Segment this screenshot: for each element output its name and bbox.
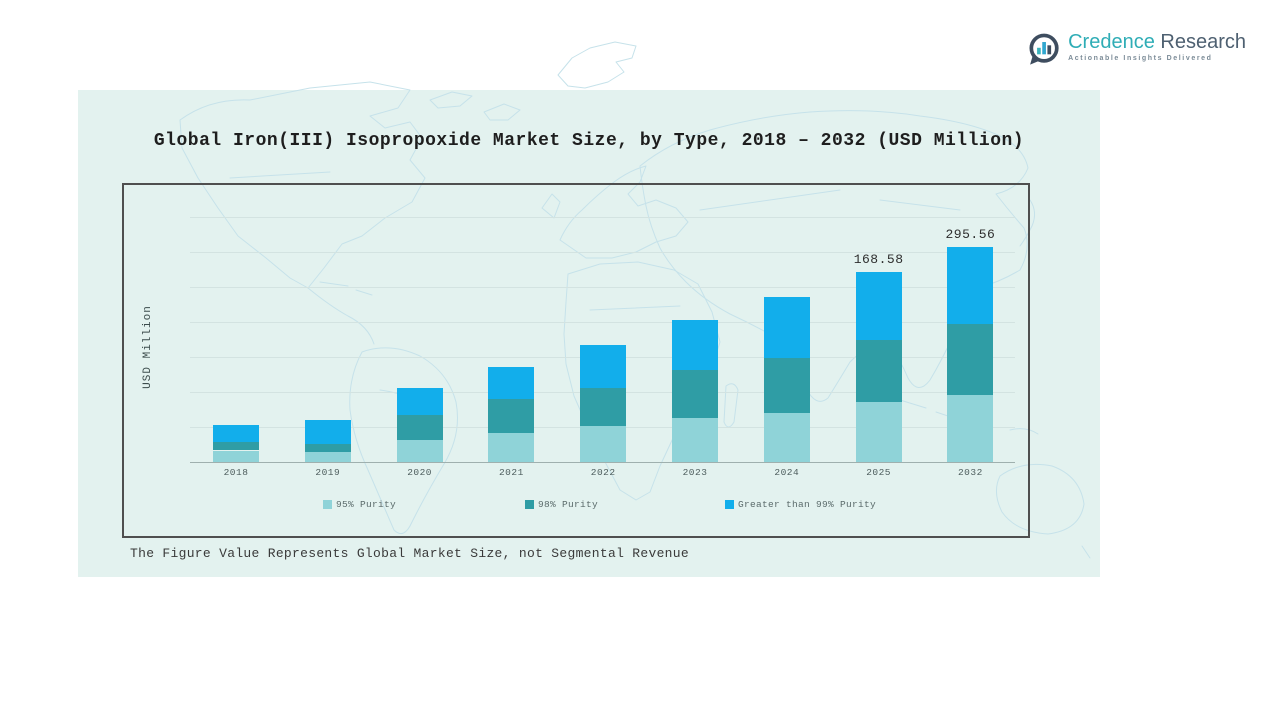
bar-segment-2023 — [672, 370, 718, 418]
x-tick-label: 2019 — [315, 467, 341, 478]
legend-item — [323, 499, 396, 510]
legend-label: Greater than 99% Purity — [738, 499, 877, 510]
bar-segment-2025 — [856, 340, 902, 402]
bar-segment-2024 — [764, 297, 810, 358]
x-tick-label: 2024 — [774, 467, 800, 478]
legend-swatch — [525, 500, 534, 509]
bar-segment-2023 — [672, 320, 718, 370]
credence-research-logo — [1026, 26, 1246, 74]
data-label: 168.58 — [853, 251, 904, 267]
bar-segment-2020 — [397, 388, 443, 415]
bar-segment-2018 — [213, 442, 259, 450]
bar-segment-2018 — [213, 451, 259, 462]
legend-label: 98% Purity — [538, 499, 599, 510]
bar-segment-2024 — [764, 413, 810, 462]
legend-item — [525, 499, 598, 510]
legend-swatch — [725, 500, 734, 509]
bar-segment-2021 — [488, 433, 534, 462]
logo-tagline: Actionable Insights Delivered — [1068, 55, 1213, 62]
legend-swatch — [323, 500, 332, 509]
bar-segment-2020 — [397, 440, 443, 462]
data-label: 295.56 — [945, 227, 996, 243]
bar-segment-2032 — [947, 395, 993, 462]
chart-title: Global Iron(III) Isopropoxide Market Size, by Type, 2018 – 2032 (USD Million) — [153, 131, 1025, 151]
bar-segment-2021 — [488, 399, 534, 433]
bar-segment-2018 — [213, 425, 259, 442]
bar-segment-2019 — [305, 420, 351, 444]
figure-footnote: The Figure Value Represents Global Market Size, not Segmental Revenue — [130, 546, 689, 561]
x-tick-label: 2023 — [682, 467, 708, 478]
bar-segment-2019 — [305, 452, 351, 462]
bar-segment-2025 — [856, 272, 902, 340]
x-axis-line — [190, 462, 1015, 463]
bar-segment-2021 — [488, 367, 534, 399]
x-tick-label: 2020 — [407, 467, 432, 478]
credence-research-logo-icon — [1026, 26, 1062, 72]
logo-text — [1068, 26, 1246, 62]
x-tick-label: 2021 — [498, 467, 524, 478]
bar-segment-2022 — [580, 388, 626, 426]
logo-brand-primary: Credence — [1068, 31, 1155, 53]
bar-segment-2032 — [947, 247, 993, 324]
x-tick-label: 2025 — [866, 467, 891, 478]
bar-segment-2019 — [305, 444, 351, 452]
bar-segment-2025 — [856, 402, 902, 462]
bar-segment-2022 — [580, 426, 626, 462]
bar-segment-2022 — [580, 345, 626, 388]
logo-brand — [1068, 32, 1246, 52]
logo-brand-secondary: Research — [1160, 31, 1246, 53]
bar-segment-2024 — [764, 358, 810, 413]
x-tick-label: 2022 — [590, 467, 616, 478]
bar-segment-2023 — [672, 418, 718, 462]
x-tick-label: 2032 — [957, 467, 983, 478]
gridline — [190, 217, 1015, 218]
legend-item — [725, 499, 876, 510]
x-tick-label: 2018 — [223, 467, 249, 478]
bar-segment-2032 — [947, 324, 993, 395]
y-axis-label: USD Million — [142, 305, 154, 389]
legend-label: 95% Purity — [336, 499, 397, 510]
bar-segment-2020 — [397, 415, 443, 440]
